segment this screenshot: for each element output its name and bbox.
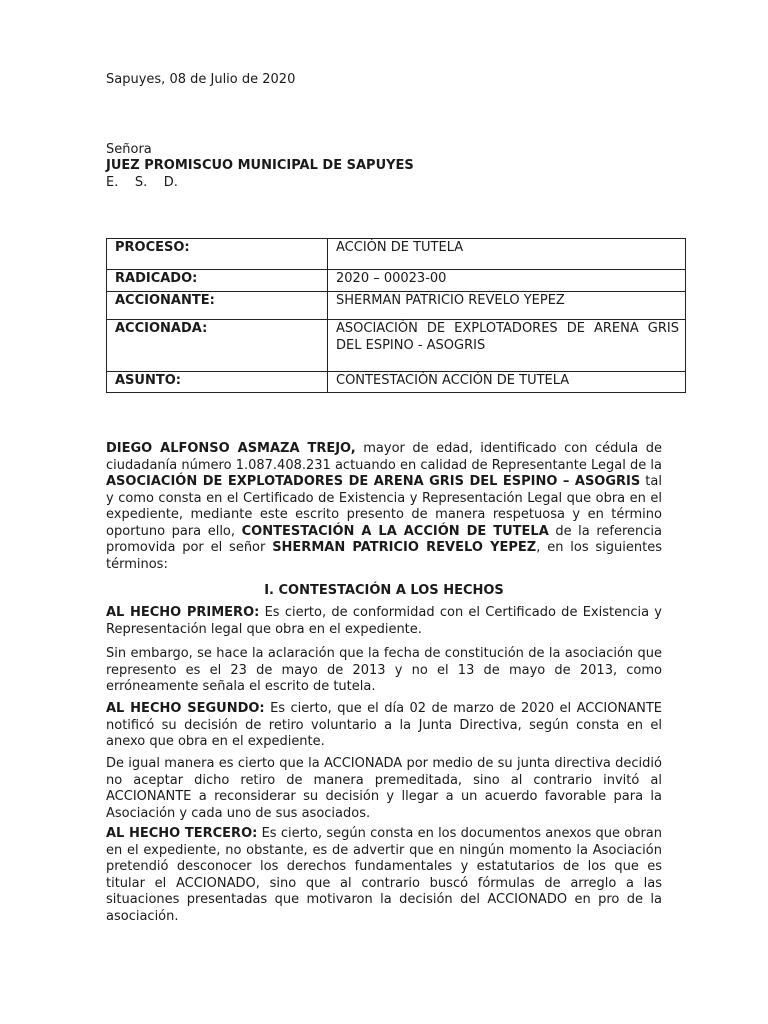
table-value-accionante: SHERMAN PATRICIO REVELO YEPEZ [328,292,686,320]
hecho-tercero-text: Es cierto, según consta en los documentos anexos que obran en el expediente, no obstante, es de advertir que en ningún momento la Asociación pretendió desconocer los derechos fundamentales y estatutarios de los que es titular el ACCIONADO, sino que al contrario buscó fórmulas de arreglo a las situaciones presentadas que motivaron la decisión del ACCIONADO en pro de la asociación. [106,826,662,924]
table-value-accionada: ASOCIACIÓN DE EXPLOTADORES DE ARENA GRIS DEL ESPINO - ASOGRIS [328,320,686,372]
intro-text-4: , en los siguientes términos: [106,540,663,572]
table-label-accionada: ACCIONADA: [107,320,328,372]
accionante-name: SHERMAN PATRICIO REVELO YEPEZ [272,540,537,555]
hecho-primero-note: Sin embargo, se hace la aclaración que la fecha de constitución de la asociación que represento es el 23 de mayo de 2013 y no el 13 de mayo de 2013, como erróneamente señala el escrito de tutela. [106,646,662,694]
hecho-tercero-label: AL HECHO TERCERO: [106,826,258,841]
case-info-table [106,238,686,393]
hecho-segundo-text: Es cierto, que el día 02 de marzo de 2020 el ACCIONANTE notificó su decisión de retiro voluntario a la Junta Directiva, según consta en el anexo que obra en el expediente. [106,701,662,749]
hecho-segundo-label: AL HECHO SEGUNDO: [106,701,265,716]
hecho-segundo [106,701,662,751]
representative-name: DIEGO ALFONSO ASMAZA TREJO, [106,441,356,456]
hecho-primero [106,605,662,638]
table-row [107,320,686,372]
hecho-primero-text: Es cierto, de conformidad con el Certificado de Existencia y Representación legal que obra en el expediente. [106,605,662,637]
table-value-asunto: CONTESTACIÓN ACCIÓN DE TUTELA [328,372,686,393]
salutation: Señora [106,142,152,157]
table-row [107,270,686,292]
intro-paragraph [106,441,662,573]
hecho-segundo-note: De igual manera es cierto que la ACCIONADA por medio de su junta directiva decidió no aceptar dicho retiro de manera premeditada, sino al contrario invitó al ACCIONANTE a reconsiderar su decisión y llegar a un acuerdo favorable para la Asociación y cada uno de sus asociados. [106,756,662,821]
place-date: Sapuyes, 08 de Julio de 2020 [106,72,296,87]
intro-text-1: mayor de edad, identificado con cédula de ciudadanía número 1.087.408.231 actuando en calidad de Representante Legal de la [106,441,662,473]
table-label-accionante: ACCIONANTE: [107,292,328,320]
table-label-asunto: ASUNTO: [107,372,328,393]
table-label-radicado: RADICADO: [107,270,328,292]
hecho-tercero [106,826,662,925]
table-value-radicado: 2020 – 00023-00 [328,270,686,292]
table-row [107,292,686,320]
addressee: JUEZ PROMISCUO MUNICIPAL DE SAPUYES [106,158,414,173]
organization-name: ASOCIACIÓN DE EXPLOTADORES DE ARENA GRIS DEL ESPINO – ASOGRIS [106,474,641,489]
intro-text-3: de la referencia promovida por el señor [106,523,662,555]
table-row [107,372,686,393]
intro-text-2: tal y como consta en el Certificado de Existencia y Representación Legal que obra en el expediente, mediante este escrito presento de manera respetuosa y en término oportuno para ello, [106,474,662,539]
action-name: CONTESTACIÓN A LA ACCIÓN DE TUTELA [241,523,549,539]
table-row [107,239,686,270]
esd-line: E. S. D. [106,175,178,190]
section-title: I. CONTESTACIÓN A LOS HECHOS [264,583,504,598]
table-label-proceso: PROCESO: [107,239,328,270]
hecho-primero-label: AL HECHO PRIMERO: [106,605,260,620]
table-value-proceso: ACCIÓN DE TUTELA [328,239,686,270]
